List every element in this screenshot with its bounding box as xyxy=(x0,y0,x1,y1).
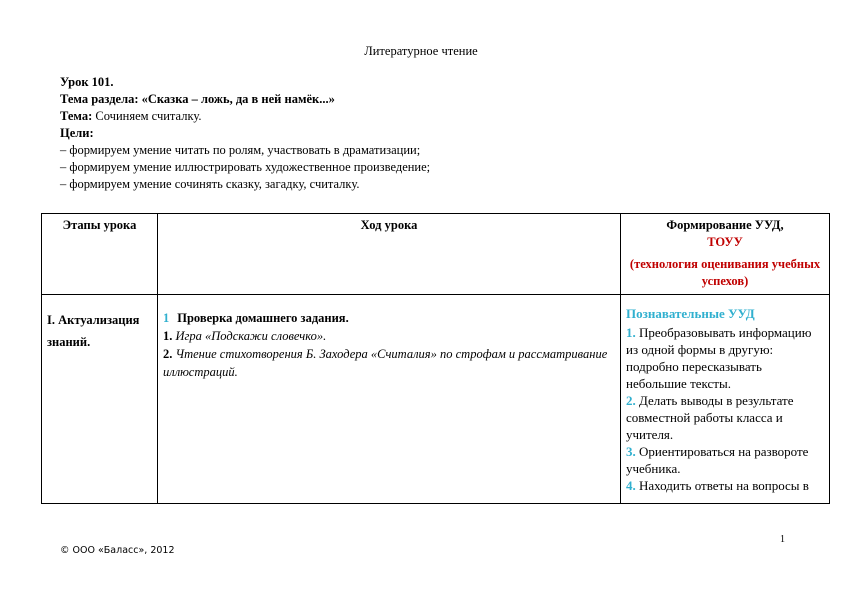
header-touu: ТОУУ xyxy=(707,235,743,249)
uud-section-title: Познавательные УУД xyxy=(626,306,755,321)
uud-item xyxy=(626,477,824,494)
uud-item-number: 3. xyxy=(626,444,636,459)
uud-item-text: Находить ответы на вопросы в xyxy=(639,478,809,493)
goal-item: – формируем умение читать по ролям, участвовать в драматизации; xyxy=(60,143,421,157)
course-heading-number: 1 xyxy=(163,311,170,325)
course-item-number: 2. xyxy=(163,347,173,361)
uud-content xyxy=(626,305,824,499)
course-item-number: 1. xyxy=(163,329,173,343)
header-stages: Этапы урока xyxy=(42,214,158,295)
uud-cell xyxy=(621,295,830,504)
course-item-text: Чтение стихотворения Б. Заходера «Считалия» по строфам и рассматривание иллюстраций. xyxy=(163,347,608,379)
section-line xyxy=(60,91,430,108)
goal-item: – формируем умение сочинять сказку, загадку, считалку. xyxy=(60,177,360,191)
page-title: Литературное чтение xyxy=(364,44,478,58)
topic-line xyxy=(60,108,430,125)
goal-item: – формируем умение иллюстрировать художественное произведение; xyxy=(60,160,431,174)
section-value: «Сказка – ложь, да в ней намёк...» xyxy=(141,92,335,106)
uud-item xyxy=(626,324,824,392)
lesson-plan-table xyxy=(41,213,830,504)
topic-label: Тема: xyxy=(60,109,93,123)
page-number: 1 xyxy=(780,534,785,545)
stage-cell: I. Актуализация знаний. xyxy=(42,295,158,504)
goals-label: Цели: xyxy=(60,126,94,140)
header-touu-note: (технология оценивания учебных успехов) xyxy=(629,257,821,288)
header-uud xyxy=(621,214,830,295)
course-heading xyxy=(163,309,615,327)
uud-item-number: 1. xyxy=(626,325,636,340)
header-uud-title: Формирование УУД, xyxy=(666,218,784,232)
lesson-header xyxy=(60,74,430,193)
uud-item-text: Ориентироваться на развороте учебника. xyxy=(626,444,809,476)
uud-item-text: Преобразовывать информацию из одной формы в другую: подробно пересказывать небольшие тексты. xyxy=(626,325,812,391)
header-course: Ход урока xyxy=(158,214,621,295)
uud-item-text: Делать выводы в результате совместной работы класса и учителя. xyxy=(626,393,794,442)
copyright: © ООО «Баласс», 2012 xyxy=(60,545,175,556)
course-item-text: Игра «Подскажи словечко». xyxy=(175,329,327,343)
section-label: Тема раздела: xyxy=(60,92,139,106)
table-row xyxy=(42,295,830,504)
uud-item xyxy=(626,392,824,443)
lesson-number: Урок 101. xyxy=(60,75,114,89)
uud-item xyxy=(626,443,824,477)
course-item xyxy=(163,345,615,381)
course-cell xyxy=(158,295,621,504)
table-header-row xyxy=(42,214,830,295)
topic-value: Сочиняем считалку. xyxy=(95,109,202,123)
course-item xyxy=(163,327,615,345)
uud-item-number: 4. xyxy=(626,478,636,493)
uud-item-number: 2. xyxy=(626,393,636,408)
course-heading-text: Проверка домашнего задания. xyxy=(177,311,349,325)
